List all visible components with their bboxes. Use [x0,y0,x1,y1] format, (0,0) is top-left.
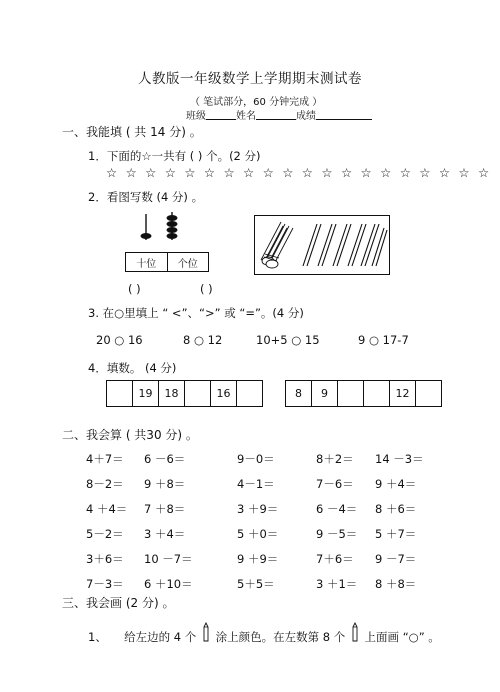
sticks-picture [254,215,390,275]
calc-problem[interactable]: 14 －3＝ [375,452,424,466]
pencil-icon [200,621,212,643]
calc-problem[interactable]: 5 ＋0＝ [237,527,279,541]
number-row-1 [106,380,263,407]
number-cell[interactable] [415,381,441,406]
class-blank[interactable] [206,109,236,120]
stick-bundle [261,222,293,268]
ones-bead [167,221,178,227]
page-subtitle: （ 笔试部分，60 分钟完成 ） [190,97,323,108]
calc-problem[interactable]: 6 －6＝ [144,452,186,466]
calc-problem[interactable]: 3＋6＝ [86,552,124,566]
calc-problem[interactable]: 8 ＋6＝ [375,502,417,516]
calc-problem[interactable]: 9 －5＝ [316,527,358,541]
abacus-figure [126,210,208,246]
calc-problem[interactable]: 5 ＋7＝ [375,527,417,541]
calc-problem[interactable]: 4 ＋4＝ [86,502,128,516]
q2-answer-left[interactable]: ( ) [128,282,141,296]
number-cell: 19 [132,381,158,406]
number-cell: 12 [389,381,415,406]
name-blank[interactable] [256,109,296,120]
ones-bead [167,227,178,233]
q3-item-1[interactable]: 20 ○ 16 [96,333,143,347]
calc-problem[interactable]: 9 ＋9＝ [237,552,279,566]
calc-problem[interactable]: 9 ＋8＝ [144,477,186,491]
single-sticks [303,224,387,266]
name-label: 姓名 [236,111,256,122]
number-cell[interactable] [107,381,132,406]
calc-problem[interactable]: 3 ＋1＝ [316,577,358,591]
calc-problem[interactable]: 3 ＋9＝ [237,502,279,516]
calc-problem[interactable]: 8＋2＝ [316,452,354,466]
q1-text: 1．下面的☆一共有 ( ) 个。(2 分) [88,149,261,163]
q2-text: 2．看图写数 (4 分) 。 [88,190,204,204]
q3-item-4[interactable]: 9 ○ 17-7 [358,333,409,347]
s3-q1-number: 1、 [88,630,107,644]
calc-problem[interactable]: 4－1＝ [237,477,275,491]
score-blank[interactable] [316,109,372,120]
number-cell: 9 [311,381,337,406]
ones-label: 个位 [167,253,209,271]
calc-problem[interactable]: 8 ＋8＝ [375,577,417,591]
calc-problem[interactable]: 10 －7＝ [144,552,193,566]
calc-problem[interactable]: 6 ＋10＝ [144,577,193,591]
calc-problem[interactable]: 7－3＝ [86,577,124,591]
q3-text: 3. 在○里填上 “ <”、“>” 或 “=”。(4 分) [88,306,304,320]
single-stick [333,224,351,266]
number-cell: 8 [295,387,302,400]
place-value-table [125,252,209,272]
number-row-2 [285,380,442,407]
calc-problem[interactable]: 7＋6＝ [316,552,354,566]
s3-q1 [88,621,440,645]
calc-problem[interactable]: 4＋7＝ [86,452,124,466]
ones-bead [167,233,178,239]
s3-q1-part-b: 涂上颜色。在左数第 8 个 [215,630,346,644]
calc-problem[interactable]: 7 ＋8＝ [144,502,186,516]
single-stick [303,224,321,266]
tens-bead [141,233,152,239]
calc-problem[interactable]: 5＋5＝ [237,577,275,591]
section3-heading: 三、我会画 (2 分) 。 [62,596,175,610]
calc-problem[interactable]: 9－0＝ [237,452,275,466]
number-cell[interactable] [236,381,262,406]
single-stick [372,228,387,266]
class-label: 班级 [186,111,206,122]
calc-problem[interactable]: 8－2＝ [86,477,124,491]
number-cell[interactable] [363,381,389,406]
page-title: 人教版一年级数学上学期期末测试卷 [138,71,362,87]
s3-q1-part-c: 上面画 “○” 。 [364,630,440,644]
number-cell[interactable] [184,381,210,406]
pencil-icon [349,621,361,643]
calc-problem[interactable]: 5－2＝ [86,527,124,541]
ones-bead [167,215,178,221]
section1-heading: 一、我能填 ( 共 14 分) 。 [62,125,202,139]
sticks-svg [255,216,389,274]
q3-item-3[interactable]: 10+5 ○ 15 [256,333,320,347]
number-cell[interactable] [337,381,363,406]
number-cell: 16 [210,381,236,406]
q3-item-2[interactable]: 8 ○ 12 [183,333,223,347]
q1-stars: ☆ ☆ ☆ ☆ ☆ ☆ ☆ ☆ ☆ ☆ ☆ ☆ ☆ ☆ ☆ ☆ ☆ ☆ ☆ ☆ [106,165,492,180]
number-cell: 18 [158,381,184,406]
single-stick [318,224,336,266]
q4-text: 4．填数。 (4 分) [88,361,177,375]
student-info-line [186,107,372,122]
calc-problem[interactable]: 3 ＋4＝ [144,527,186,541]
section2-heading: 二、我会算 ( 共30 分) 。 [62,428,198,442]
score-label: 成绩 [296,111,316,122]
calc-problem[interactable]: 7－6＝ [316,477,354,491]
s3-q1-part-a: 给左边的 4 个 [124,630,197,644]
calc-problem[interactable]: 9 ＋4＝ [375,477,417,491]
tens-label: 十位 [136,258,157,270]
q2-answer-right[interactable]: ( ) [200,282,213,296]
calc-problem[interactable]: 6 －4＝ [316,502,358,516]
calc-problem[interactable]: 9 －7＝ [375,552,417,566]
